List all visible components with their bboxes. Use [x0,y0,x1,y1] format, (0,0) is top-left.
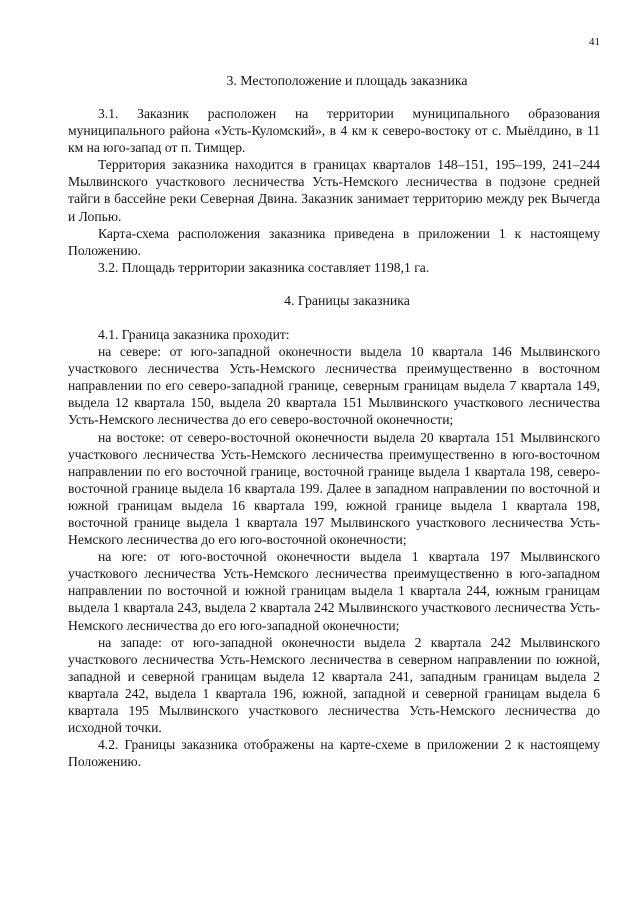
paragraph-3-2: 3.2. Площадь территории заказника составляет 1198,1 га. [98,259,430,275]
paragraph-east-border: на востоке: от северо-восточной оконечности выдела 20 квартала 151 Мылвинского участкового лесничества Усть-Немского лесничества преимущественно в юго-восточном направлении по его восточной границе, восточной границе выдела 1 квартала 198, северо-восточной границе выдела 16 квартала 199. Далее в западном направлении по восточной и южной границам выдела 16 квартала 199, южной границе выдела 1 квартала 198, восточной границе выдела 1 квартала 197 Мылвинского участкового лесничества Усть-Немского лесничества до его юго-восточной оконечности; [68,429,600,548]
paragraph-4-2: 4.2. Границы заказника отображены на карте-схеме в приложении 2 к настоящему Положению. [68,737,600,770]
paragraph-south-border: на юге: от юго-восточной оконечности выдела 1 квартала 197 Мылвинского участкового лесничества Усть-Немского лесничества преимущественно в юго-западном направлении по восточной и южной границам выдела 1 квартала 244, южным границам выдела 1 квартала 243, выдела 2 квартала 242 Мылвинского участкового лесничества Усть-Немского лесничества до его юго-западной оконечности; [68,549,600,633]
paragraph-territory: Территория заказника находится в границах кварталов 148–151, 195–199, 241–244 Мылвинского участкового лесничества Усть-Немского лесничества в подзоне средней тайги в бассейне реки Северная Двина. Заказник занимает территорию между рек Вычегда и Лопью. [68,157,600,224]
document-body [68,72,600,770]
paragraph-north-border: на севере: от юго-западной оконечности выдела 10 квартала 146 Мылвинского участкового лесничества Усть-Немского лесничества преимущественно в восточном направлении по его северо-западной границе, северным границам выдела 7 квартала 149, выдела 12 квартала 150, выдела 20 квартала 151 Мылвинского участкового лесничества Усть-Немского лесничества до его северо-восточной оконечности; [68,344,600,428]
paragraph-4-1: 4.1. Граница заказника проходит: [98,326,290,342]
paragraph-3-1: 3.1. Заказник расположен на территории муниципального образования муниципального района «Усть-Куломский», в 4 км к северо-востоку от с. Мыёлдино, в 11 км на юго-запад от п. Тимщер. [68,106,600,156]
page-number: 41 [589,36,600,48]
section-4-heading: 4. Границы заказника [284,292,410,308]
section-3-heading: 3. Местоположение и площадь заказника [226,73,468,88]
paragraph-west-border: на западе: от юго-западной оконечности выдела 2 квартала 242 Мылвинского участкового лесничества Усть-Немского лесничества в северном направлении по южной, западной и северной границам выдела 12 квартала 241, западным границам выдела 2 квартала 242, выдела 1 квартала 196, южной, западной и северной границам выдела 6 квартала 195 Мылвинского участкового лесничества Усть-Немского лесничества до исходной точки. [68,634,600,736]
paragraph-map-reference: Карта-схема расположения заказника приведена в приложении 1 к настоящему Положению. [68,225,600,258]
